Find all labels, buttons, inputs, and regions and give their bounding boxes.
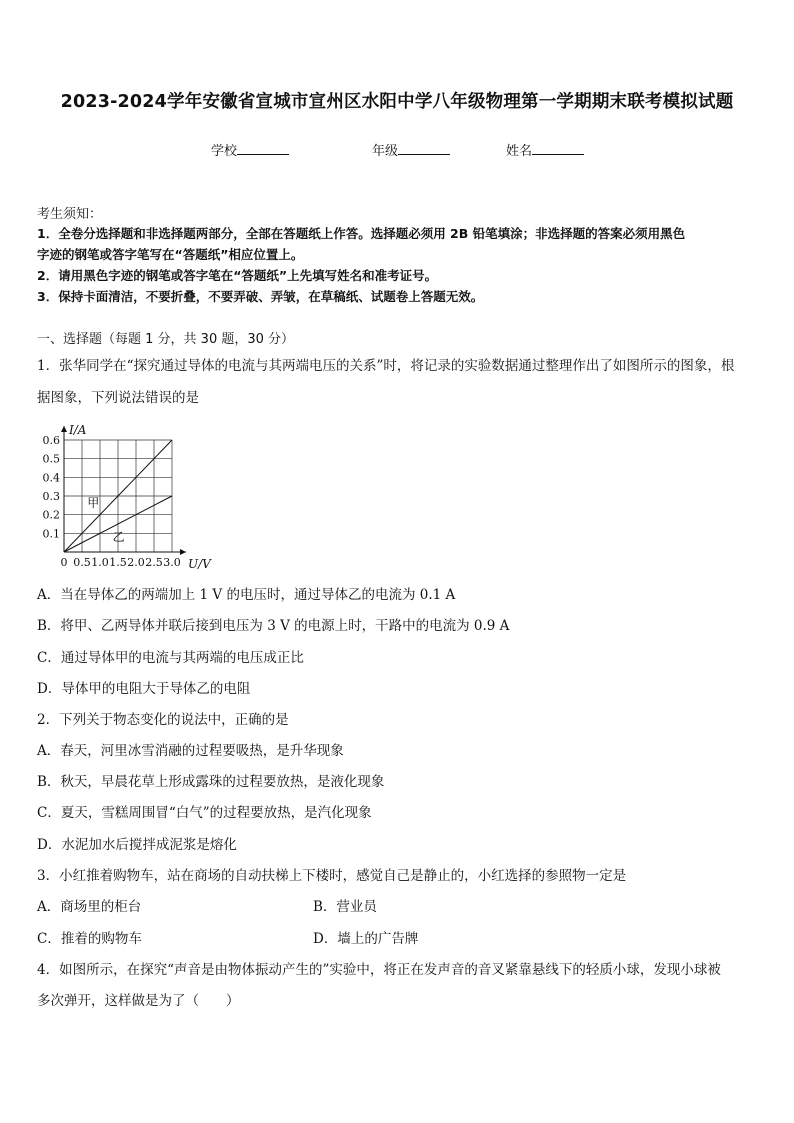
notice-heading: 考生须知： <box>37 207 103 222</box>
q2-option-d[interactable]: D．水泥加水后搅拌成泥浆是熔化 <box>37 837 237 853</box>
q1-option-b[interactable]: B．将甲、乙两导体并联后接到电压为 3 V 的电源上时，干路中的电流为 0.9 A <box>37 618 510 634</box>
series-label-yi: 乙 <box>112 529 125 544</box>
q1-option-a[interactable]: A．当在导体乙的两端加上 1 V 的电压时，通过导体乙的电流为 0.1 A <box>37 587 456 603</box>
q1-stem-b: 据图象，下列说法错误的是 <box>37 390 199 406</box>
section-heading: 一、选择题（每题 1 分，共 30 题，30 分） <box>37 332 295 347</box>
q1-option-c[interactable]: C．通过导体甲的电流与其两端的电压成正比 <box>37 650 304 666</box>
notice-line-1b: 字迹的钢笔或答字笔写在“答题纸”相应位置上。 <box>37 247 304 262</box>
y-axis-arrow <box>61 426 67 432</box>
x-tick-label: 3.0 <box>163 556 181 569</box>
grade-field <box>372 140 450 159</box>
name-field <box>506 140 584 159</box>
q3-option-a[interactable]: A．商场里的柜台 <box>37 899 142 915</box>
school-label: 学校 <box>211 144 238 159</box>
grade-blank[interactable] <box>398 142 450 155</box>
notice-line-1a: 1．全卷分选择题和非选择题两部分，全部在答题纸上作答。选择题必须用 2B 铅笔填涂；非选择题的答案必须用黑色 <box>37 226 686 241</box>
q2-option-c[interactable]: C．夏天，雪糕周围冒“白气”的过程要放热，是汽化现象 <box>37 805 372 821</box>
y-tick-label: 0.5 <box>42 452 60 466</box>
x-tick-label: 2.5 <box>145 556 163 569</box>
q3-option-b[interactable]: B．营业员 <box>313 899 377 915</box>
y-tick-label: 0.6 <box>42 434 60 447</box>
notice-line-2: 2．请用黑色字迹的钢笔或答字笔在“答题纸”上先填写姓名和准考证号。 <box>37 268 438 283</box>
q2-option-a[interactable]: A．春天，河里冰雪消融的过程要吸热，是升华现象 <box>37 743 344 759</box>
school-field <box>211 140 289 159</box>
x-axis-arrow <box>180 549 186 555</box>
x-axis-title: U/V <box>188 557 211 571</box>
q3-stem: 3．小红推着购物车，站在商场的自动扶梯上下楼时，感觉自己是静止的，小红选择的参照物一定是 <box>37 868 627 884</box>
iu-graph <box>36 412 236 572</box>
name-label: 姓名 <box>506 144 533 159</box>
q4-stem-a: 4．如图所示，在探究“声音是由物体振动产生的”实验中，将正在发声音的音叉紧靠悬线下的轻质小球，发现小球被 <box>37 962 721 978</box>
q2-stem: 2．下列关于物态变化的说法中，正确的是 <box>37 712 289 728</box>
q4-stem-b: 多次弹开，这样做是为了（ ） <box>37 993 240 1009</box>
school-blank[interactable] <box>237 142 289 155</box>
name-blank[interactable] <box>532 142 584 155</box>
x-tick-label: 2.0 <box>127 556 145 569</box>
q3-option-d[interactable]: D．墙上的广告牌 <box>313 931 419 947</box>
grade-label: 年级 <box>372 144 399 159</box>
x-tick-label: 1.0 <box>91 556 109 569</box>
page-title: 2023-2024学年安徽省宣城市宣州区水阳中学八年级物理第一学期期末联考模拟试题 <box>60 92 734 112</box>
y-axis-title: I/A <box>69 423 87 437</box>
y-tick-label: 0.1 <box>42 527 60 541</box>
y-tick-label: 0.3 <box>42 490 60 503</box>
graph-labels <box>43 423 213 571</box>
x-tick-label: 0 <box>60 556 68 569</box>
y-tick-label: 0.4 <box>42 471 60 485</box>
q2-option-b[interactable]: B．秋天，早晨花草上形成露珠的过程要放热，是液化现象 <box>37 774 385 790</box>
notice-line-3: 3．保持卡面清洁，不要折叠，不要弄破、弄皱，在草稿纸、试题卷上答题无效。 <box>37 289 484 304</box>
q3-option-c[interactable]: C．推着的购物车 <box>37 931 142 947</box>
x-tick-label: 1.5 <box>109 556 127 569</box>
series-label-jia: 甲 <box>87 496 100 511</box>
q1-stem-a: 1．张华同学在“探究通过导体的电流与其两端电压的关系”时，将记录的实验数据通过整理作出了如图所示的图象，根 <box>37 358 735 374</box>
y-tick-label: 0.2 <box>42 508 60 522</box>
x-tick-label: 0.5 <box>73 556 91 569</box>
q1-option-d[interactable]: D．导体甲的电阻大于导体乙的电阻 <box>37 681 251 697</box>
